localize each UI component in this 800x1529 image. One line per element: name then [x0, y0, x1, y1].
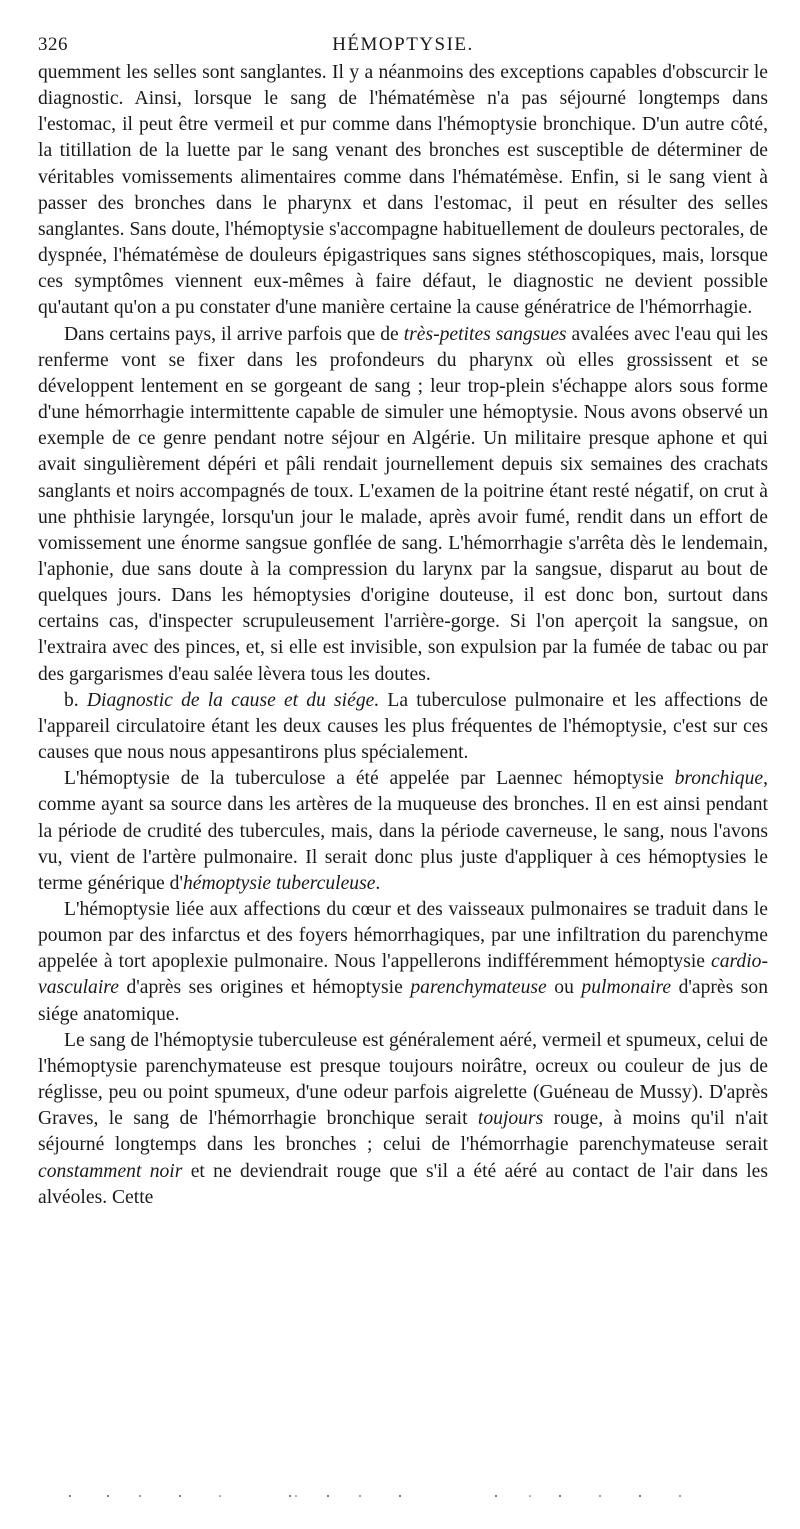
paragraph — [38, 60, 768, 322]
italic-text: bronchique — [674, 768, 764, 790]
running-title: HÉMOPTYSIE. — [332, 34, 474, 55]
text-run: d'après son siége anatomique. — [38, 977, 769, 1025]
text-run: rouge, à moins qu'il n'ait séjourné longtemps dans les bronches ; celui de l'hémorrhagie parenchymateuse serait — [38, 1108, 768, 1156]
italic-text: constamment noir — [38, 1160, 183, 1182]
text-run: avalées avec l'eau qui les renferme vont se fixer dans les profondeurs du pharynx où elles grossissent et se développent lentement en se gorgeant de sang ; leur trop-plein s'échappe alors sous forme d'une hémorrhagie intermittente capable de simuler une hémoptysie. Nous avons observé un exemple de ce genre pendant notre séjour en Algérie. Un militaire presque aphone et qui avait singulièrement dépéri et pâli rendait journellement depuis six semaines des crachats sanglants et noirs accompagnés de toux. L'examen de la poitrine étant resté négatif, on crut à une phthisie laryngée, lorsqu'un jour le malade, après avoir fumé, rendit dans un effort de vomissement une énorme sangsue gonflée de sang. L'hémorrhagie s'arrêta dès le lendemain, l'aphonie, due sans doute à la compression du larynx par la sangsue, disparut au bout de quelques jours. Dans les hémoptysies d'origine douteuse, il est donc bon, surtout dans certains cas, d'inspecter scrupuleusement l'arrière-gorge. Si l'on aperçoit la sangsue, on l'extraira avec des pinces, et, si elle est invisible, son expulsion par la fumée de tabac ou par des gargarismes d'eau salée lèvera tous les doutes. — [38, 323, 768, 685]
paragraph — [38, 766, 768, 897]
book-page — [38, 30, 768, 1211]
paragraph — [38, 322, 768, 688]
text-run: d'après ses origines et hémoptysie — [118, 977, 411, 999]
text-run: L'hémoptysie liée aux affections du cœur et des vaisseaux pulmonaires se traduit dans le poumon par des infarctus et des foyers hémorrhagiques, par une infiltration du parenchyme appelée à tort apoplexie pulmonaire. Nous l'appellerons indifféremment hémoptysie — [38, 899, 768, 973]
text-run: Dans certains pays, il arrive parfois que de — [64, 323, 404, 345]
italic-text: pulmonaire — [581, 977, 672, 999]
text-run: et ne deviendrait rouge que s'il a été aéré au contact de l'air dans les alvéoles. Cette — [38, 1160, 768, 1208]
text-run: . — [375, 872, 381, 894]
paragraph — [38, 897, 768, 1028]
italic-text: cardio-vasculaire — [38, 951, 768, 999]
text-run: ou — [546, 977, 582, 999]
running-header — [38, 30, 768, 60]
text-run: Le sang de l'hémoptysie tuberculeuse est généralement aéré, vermeil et spumeux, celui de l'hémoptysie parenchymateuse est presque toujours noirâtre, ocreux ou couleur de jus de réglisse, peu ou point spumeux, d'une odeur parfois aigrelette (Guéneau de Mussy). D'après Graves, le sang de l'hémorrhagie bronchique serait — [38, 1029, 768, 1130]
text-run: L'hémoptysie de la tuberculose a été appelée par Laennec hémoptysie — [64, 768, 675, 790]
italic-text: Diagnostic de la cause et du siége. — [86, 689, 380, 711]
text-run: , comme ayant sa source dans les artères de la muqueuse des bronches. Il en est ainsi pendant la période de crudité des tubercules, mais, dans la période caverneuse, le sang, nous l'avons vu, vient de l'artère pulmonaire. Il serait donc plus juste d'appliquer à ces hémoptysies le terme générique d' — [38, 768, 768, 894]
footer-print-marks — [60, 1493, 700, 1499]
paragraph — [38, 1028, 768, 1211]
italic-text: parenchymateuse — [410, 977, 547, 999]
text-run: b. — [64, 689, 87, 711]
text-run: La tuberculose pulmonaire et les affections de l'appareil circulatoire étant les deux causes les plus fréquentes de l'hémoptysie, c'est sur ces causes que nous nous appesantirons plus spécialement. — [38, 689, 769, 764]
italic-text: très-petites sangsues — [403, 323, 567, 345]
page-number: 326 — [38, 34, 68, 55]
italic-text: toujours — [477, 1108, 544, 1130]
text-run: quemment les selles sont sanglantes. Il y a néanmoins des exceptions capables d'obscurcir le diagnostic. Ainsi, lorsque le sang de l'hématémèse n'a pas séjourné longtemps dans l'estomac, il peut être vermeil et pur comme dans l'hémoptysie bronchique. D'un autre côté, la titillation de la luette par le sang venant des bronches est susceptible de déterminer de véritables vomissements alimentaires comme dans l'hématémèse. Enfin, si le sang vient à passer des bronches dans le pharynx et dans l'estomac, il peut en résulter des selles sanglantes. Sans doute, l'hémoptysie s'accompagne habituellement de douleurs pectorales, de dyspnée, l'hématémèse de douleurs épigastriques sans signes stéthoscopiques, mais, lorsque ces symptômes viennent eux-mêmes à faire défaut, le diagnostic ne devient possible qu'autant qu'on a pu constater d'une manière certaine la cause génératrice de l'hémorrhagie. — [38, 62, 768, 319]
body-text — [38, 60, 768, 1211]
paragraph — [38, 688, 768, 766]
italic-text: hémoptysie tuberculeuse — [182, 872, 376, 894]
